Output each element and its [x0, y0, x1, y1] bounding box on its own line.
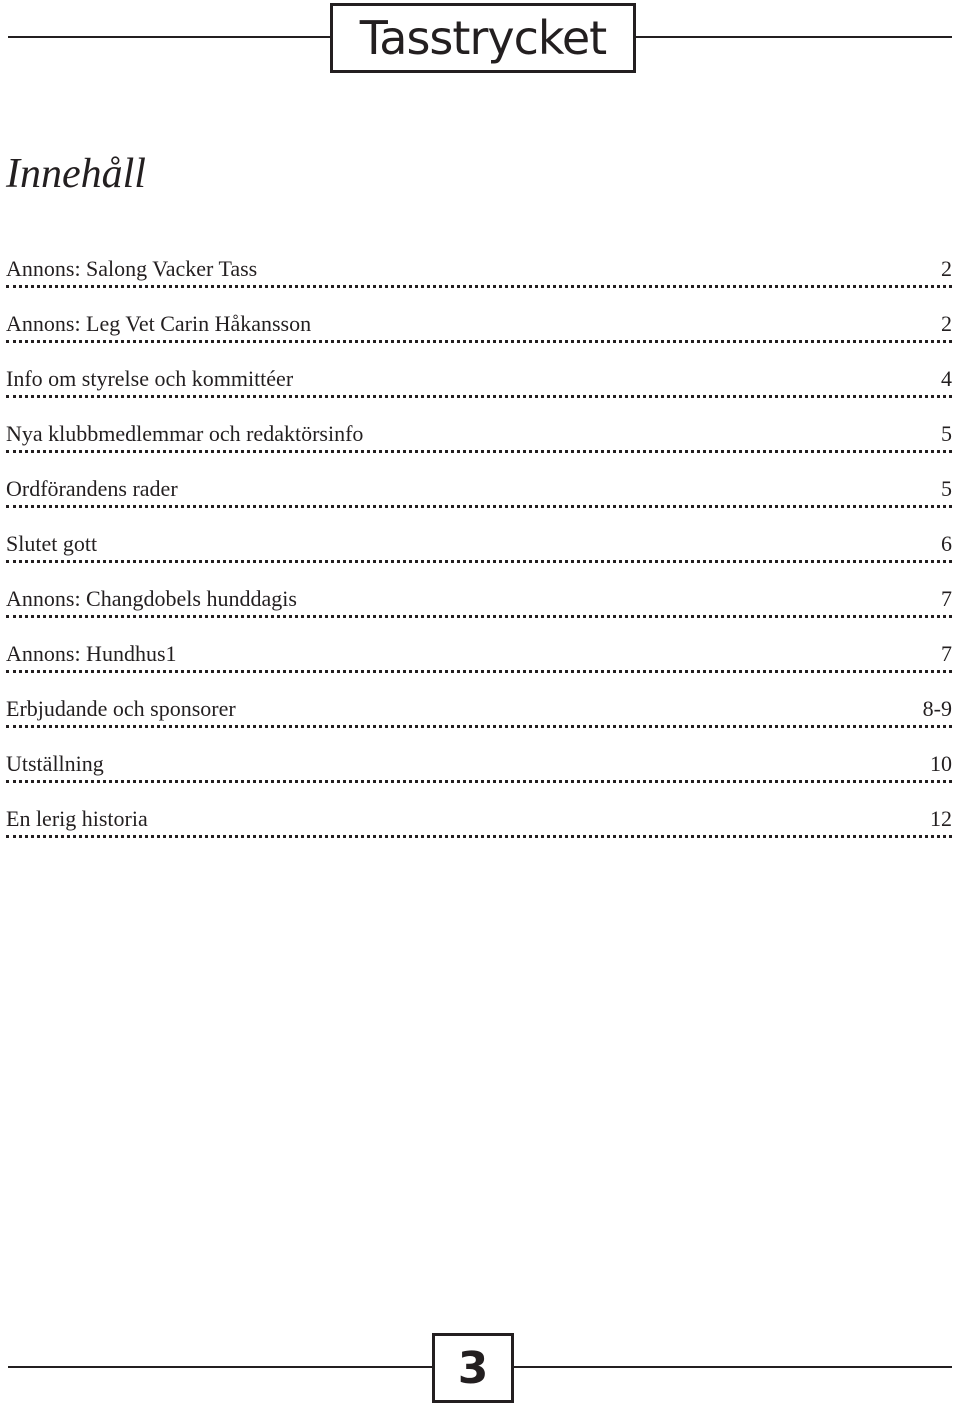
toc-entry-label: Nya klubbmedlemmar och redaktörsinfo — [6, 420, 367, 448]
header-rule-right — [636, 36, 952, 38]
toc-entry-label: Annons: Leg Vet Carin Håkansson — [6, 310, 315, 338]
toc-entry-page: 2 — [937, 255, 952, 283]
toc-entry-label: Utställning — [6, 750, 108, 778]
toc-entry-label: Ordförandens rader — [6, 475, 182, 503]
toc-entry — [6, 640, 952, 695]
footer-rule-right — [514, 1366, 952, 1368]
toc-entry-page: 4 — [937, 365, 952, 393]
toc-entry-label: Slutet gott — [6, 530, 101, 558]
toc-entry-page: 8-9 — [919, 695, 952, 723]
toc-entry — [6, 530, 952, 585]
toc-entry-label: Erbjudande och sponsorer — [6, 695, 240, 723]
toc-entry-label: Annons: Changdobels hunddagis — [6, 585, 301, 613]
toc-entry-page: 10 — [926, 750, 952, 778]
newsletter-title: Tasstrycket — [330, 3, 636, 73]
toc-entry — [6, 695, 952, 750]
toc-entry — [6, 805, 952, 860]
toc-entry-label: Info om styrelse och kommittéer — [6, 365, 297, 393]
toc-entry-page: 7 — [937, 640, 952, 668]
toc-heading: Innehåll — [6, 151, 146, 197]
table-of-contents — [6, 255, 952, 860]
page-number: 3 — [432, 1333, 514, 1403]
toc-entry — [6, 310, 952, 365]
toc-entry-page: 12 — [926, 805, 952, 833]
footer-rule-left — [8, 1366, 432, 1368]
header-rule-left — [8, 36, 330, 38]
toc-entry-label: En lerig historia — [6, 805, 152, 833]
toc-entry — [6, 475, 952, 530]
toc-entry-page: 5 — [937, 420, 952, 448]
toc-entry-page: 5 — [937, 475, 952, 503]
toc-entry-page: 7 — [937, 585, 952, 613]
toc-entry — [6, 365, 952, 420]
toc-entry — [6, 585, 952, 640]
toc-entry-page: 6 — [937, 530, 952, 558]
toc-entry — [6, 420, 952, 475]
toc-entry — [6, 255, 952, 310]
toc-entry-page: 2 — [937, 310, 952, 338]
toc-entry-label: Annons: Salong Vacker Tass — [6, 255, 261, 283]
toc-entry-label: Annons: Hundhus1 — [6, 640, 181, 668]
toc-entry — [6, 750, 952, 805]
